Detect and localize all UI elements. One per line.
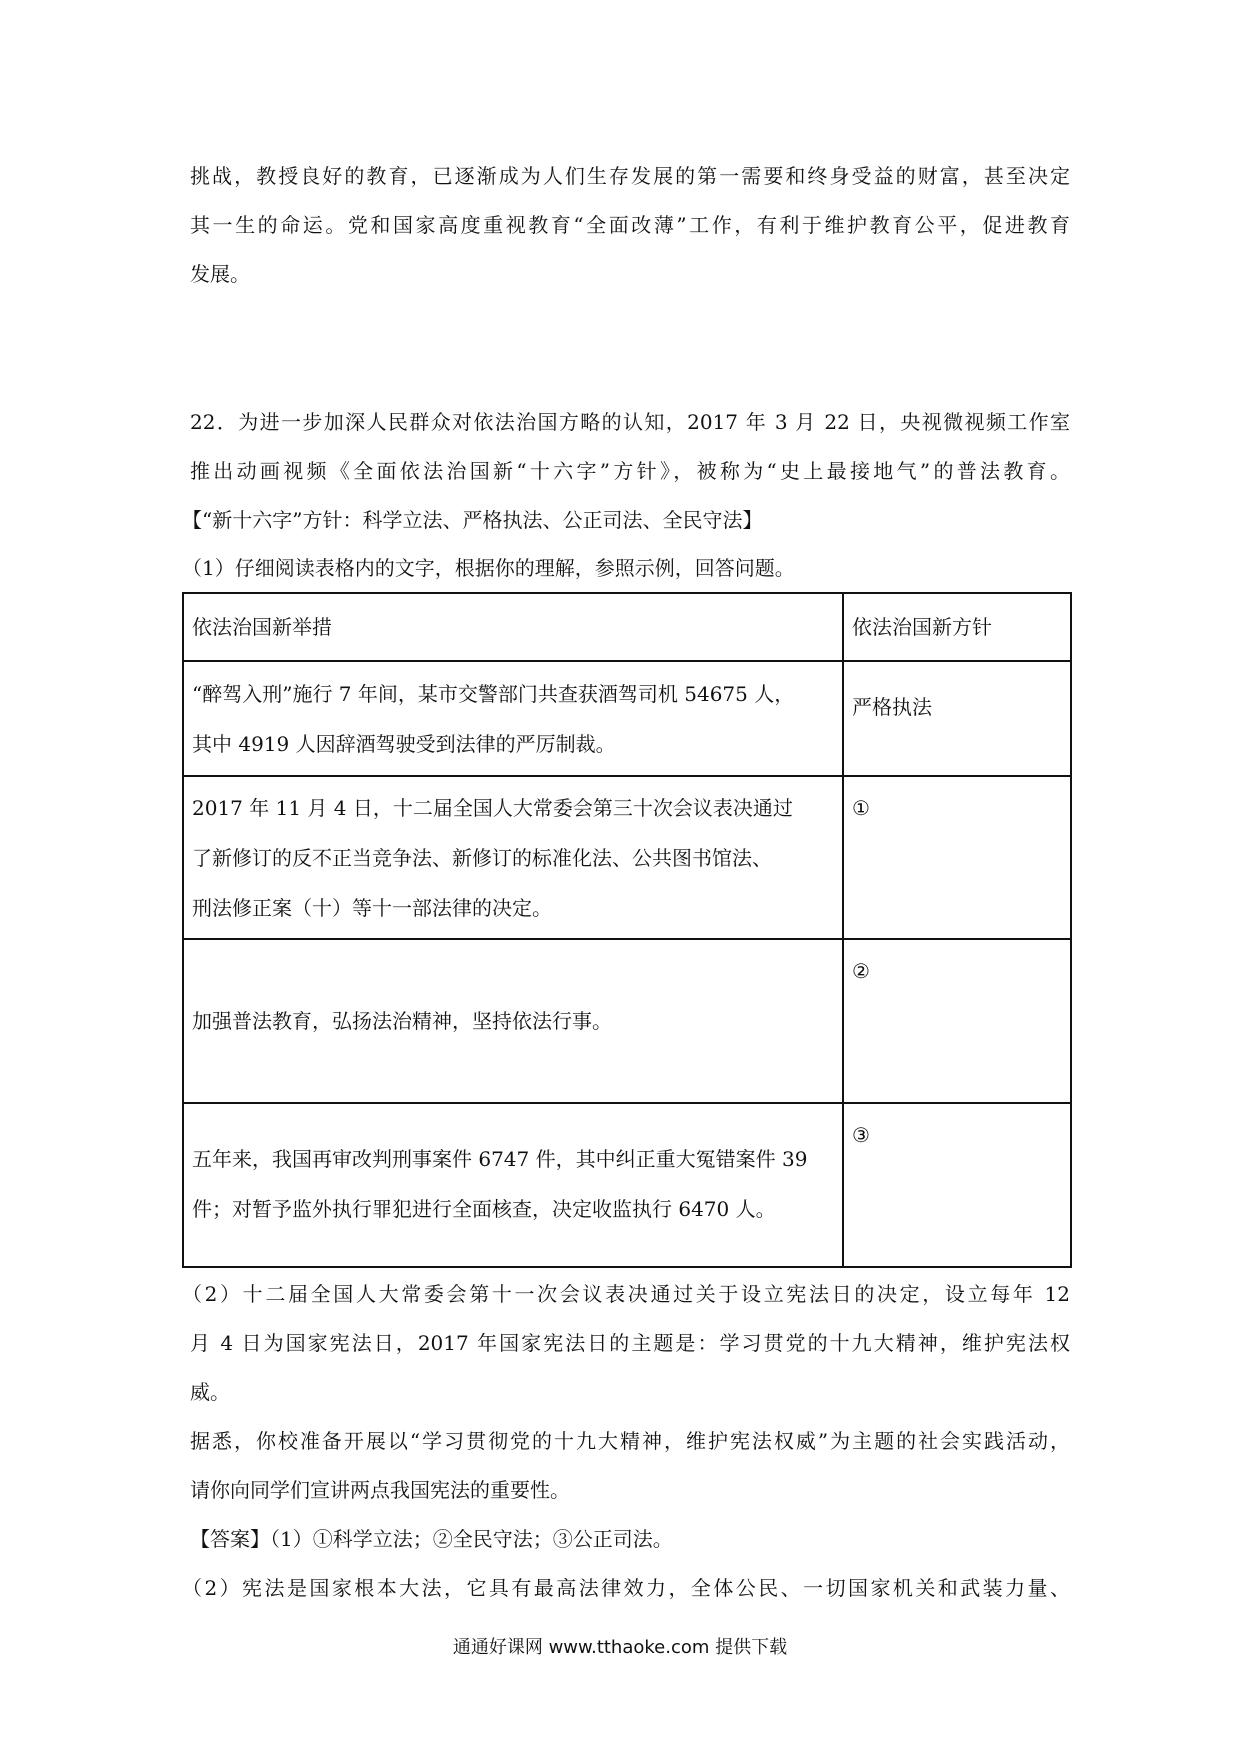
sub-question-1: （1）仔细阅读表格内的文字，根据你的理解，参照示例，回答问题。	[182, 556, 795, 580]
cell-text-line: 刑法修正案（十）等十一部法律的决定。	[192, 896, 552, 920]
cell-text-line: 五年来，我国再审改判刑事案件 6747 件，其中纠正重大冤错案件 39	[192, 1147, 808, 1171]
body-text-line: 其一生的命运。党和国家高度重视教育“全面改薄”工作，有利于维护教育公平，促进教育	[190, 213, 1070, 237]
answer-text: 【答案】（1）①科学立法；②全民守法；③公正司法。	[190, 1527, 673, 1551]
cell-text-line: 了新修订的反不正当竞争法、新修订的标准化法、公共图书馆法、	[192, 846, 772, 870]
page-footer: 通通好课网 www.tthaoke.com 提供下载	[452, 1637, 788, 1658]
table-cell-measure	[183, 661, 843, 776]
table-row	[183, 939, 1071, 1103]
sub-question-2: （2）十二届全国人大常委会第十一次会议表决通过关于设立宪法日的决定，设立每年 12	[182, 1282, 1070, 1306]
table-header-measures: 依法治国新举措	[183, 593, 843, 661]
body-text-line: 发展。	[190, 262, 250, 286]
table-cell-measure	[183, 1103, 843, 1267]
sixteen-character-policy: 【“新十六字”方针：科学立法、严格执法、公正司法、全民守法】	[182, 508, 763, 532]
sub-question-2: 据悉，你校准备开展以“学习贯彻党的十九大精神，维护宪法权威”为主题的社会实践活动，	[190, 1429, 1070, 1453]
table-header-policy: 依法治国新方针	[843, 593, 1071, 661]
table-cell-measure	[183, 939, 843, 1103]
question-22-text: 推出动画视频《全面依法治国新“十六字”方针》，被称为“史上最接地气”的普法教育。	[190, 459, 1070, 483]
sub-question-2: 月 4 日为国家宪法日，2017 年国家宪法日的主题是：学习贯党的十九大精神，维护宪法权	[190, 1331, 1070, 1355]
rule-of-law-table	[182, 592, 1072, 1268]
body-text-line: 挑战，教授良好的教育，已逐渐成为人们生存发展的第一需要和终身受益的财富，甚至决定	[190, 164, 1070, 188]
cell-text-line: “醉驾入刑”施行 7 年间，某市交警部门共查获酒驾司机 54675 人，	[192, 681, 795, 706]
cell-text-line: 其中 4919 人因辞酒驾驶受到法律的严厉制裁。	[192, 731, 616, 756]
answer-blank-2: ②	[843, 939, 1071, 1103]
cell-text-line: 件；对暂予监外执行罪犯进行全面核查，决定收监执行 6470 人。	[192, 1197, 776, 1221]
table-cell-measure	[183, 776, 843, 939]
answer-blank-3: ③	[843, 1103, 1071, 1267]
table-header-row	[183, 593, 1071, 661]
table-row	[183, 661, 1071, 776]
question-22-text: 22．为进一步加深人民群众对依法治国方略的认知，2017 年 3 月 22 日，央视微视频工作室	[190, 410, 1070, 434]
sub-question-2: 威。	[190, 1380, 230, 1404]
cell-text-line: 2017 年 11 月 4 日，十二届全国人大常委会第三十次会议表决通过	[192, 796, 793, 820]
table-row	[183, 1103, 1071, 1267]
table-row	[183, 776, 1071, 939]
sub-question-2: 请你向同学们宣讲两点我国宪法的重要性。	[190, 1478, 570, 1502]
table-cell-policy: 严格执法	[843, 661, 1071, 776]
answer-blank-1: ①	[843, 776, 1071, 939]
cell-text-line: 加强普法教育，弘扬法治精神，坚持依法行事。	[192, 1009, 612, 1033]
answer-text: （2）宪法是国家根本大法，它具有最高法律效力，全体公民、一切国家机关和武装力量、	[182, 1576, 1070, 1600]
